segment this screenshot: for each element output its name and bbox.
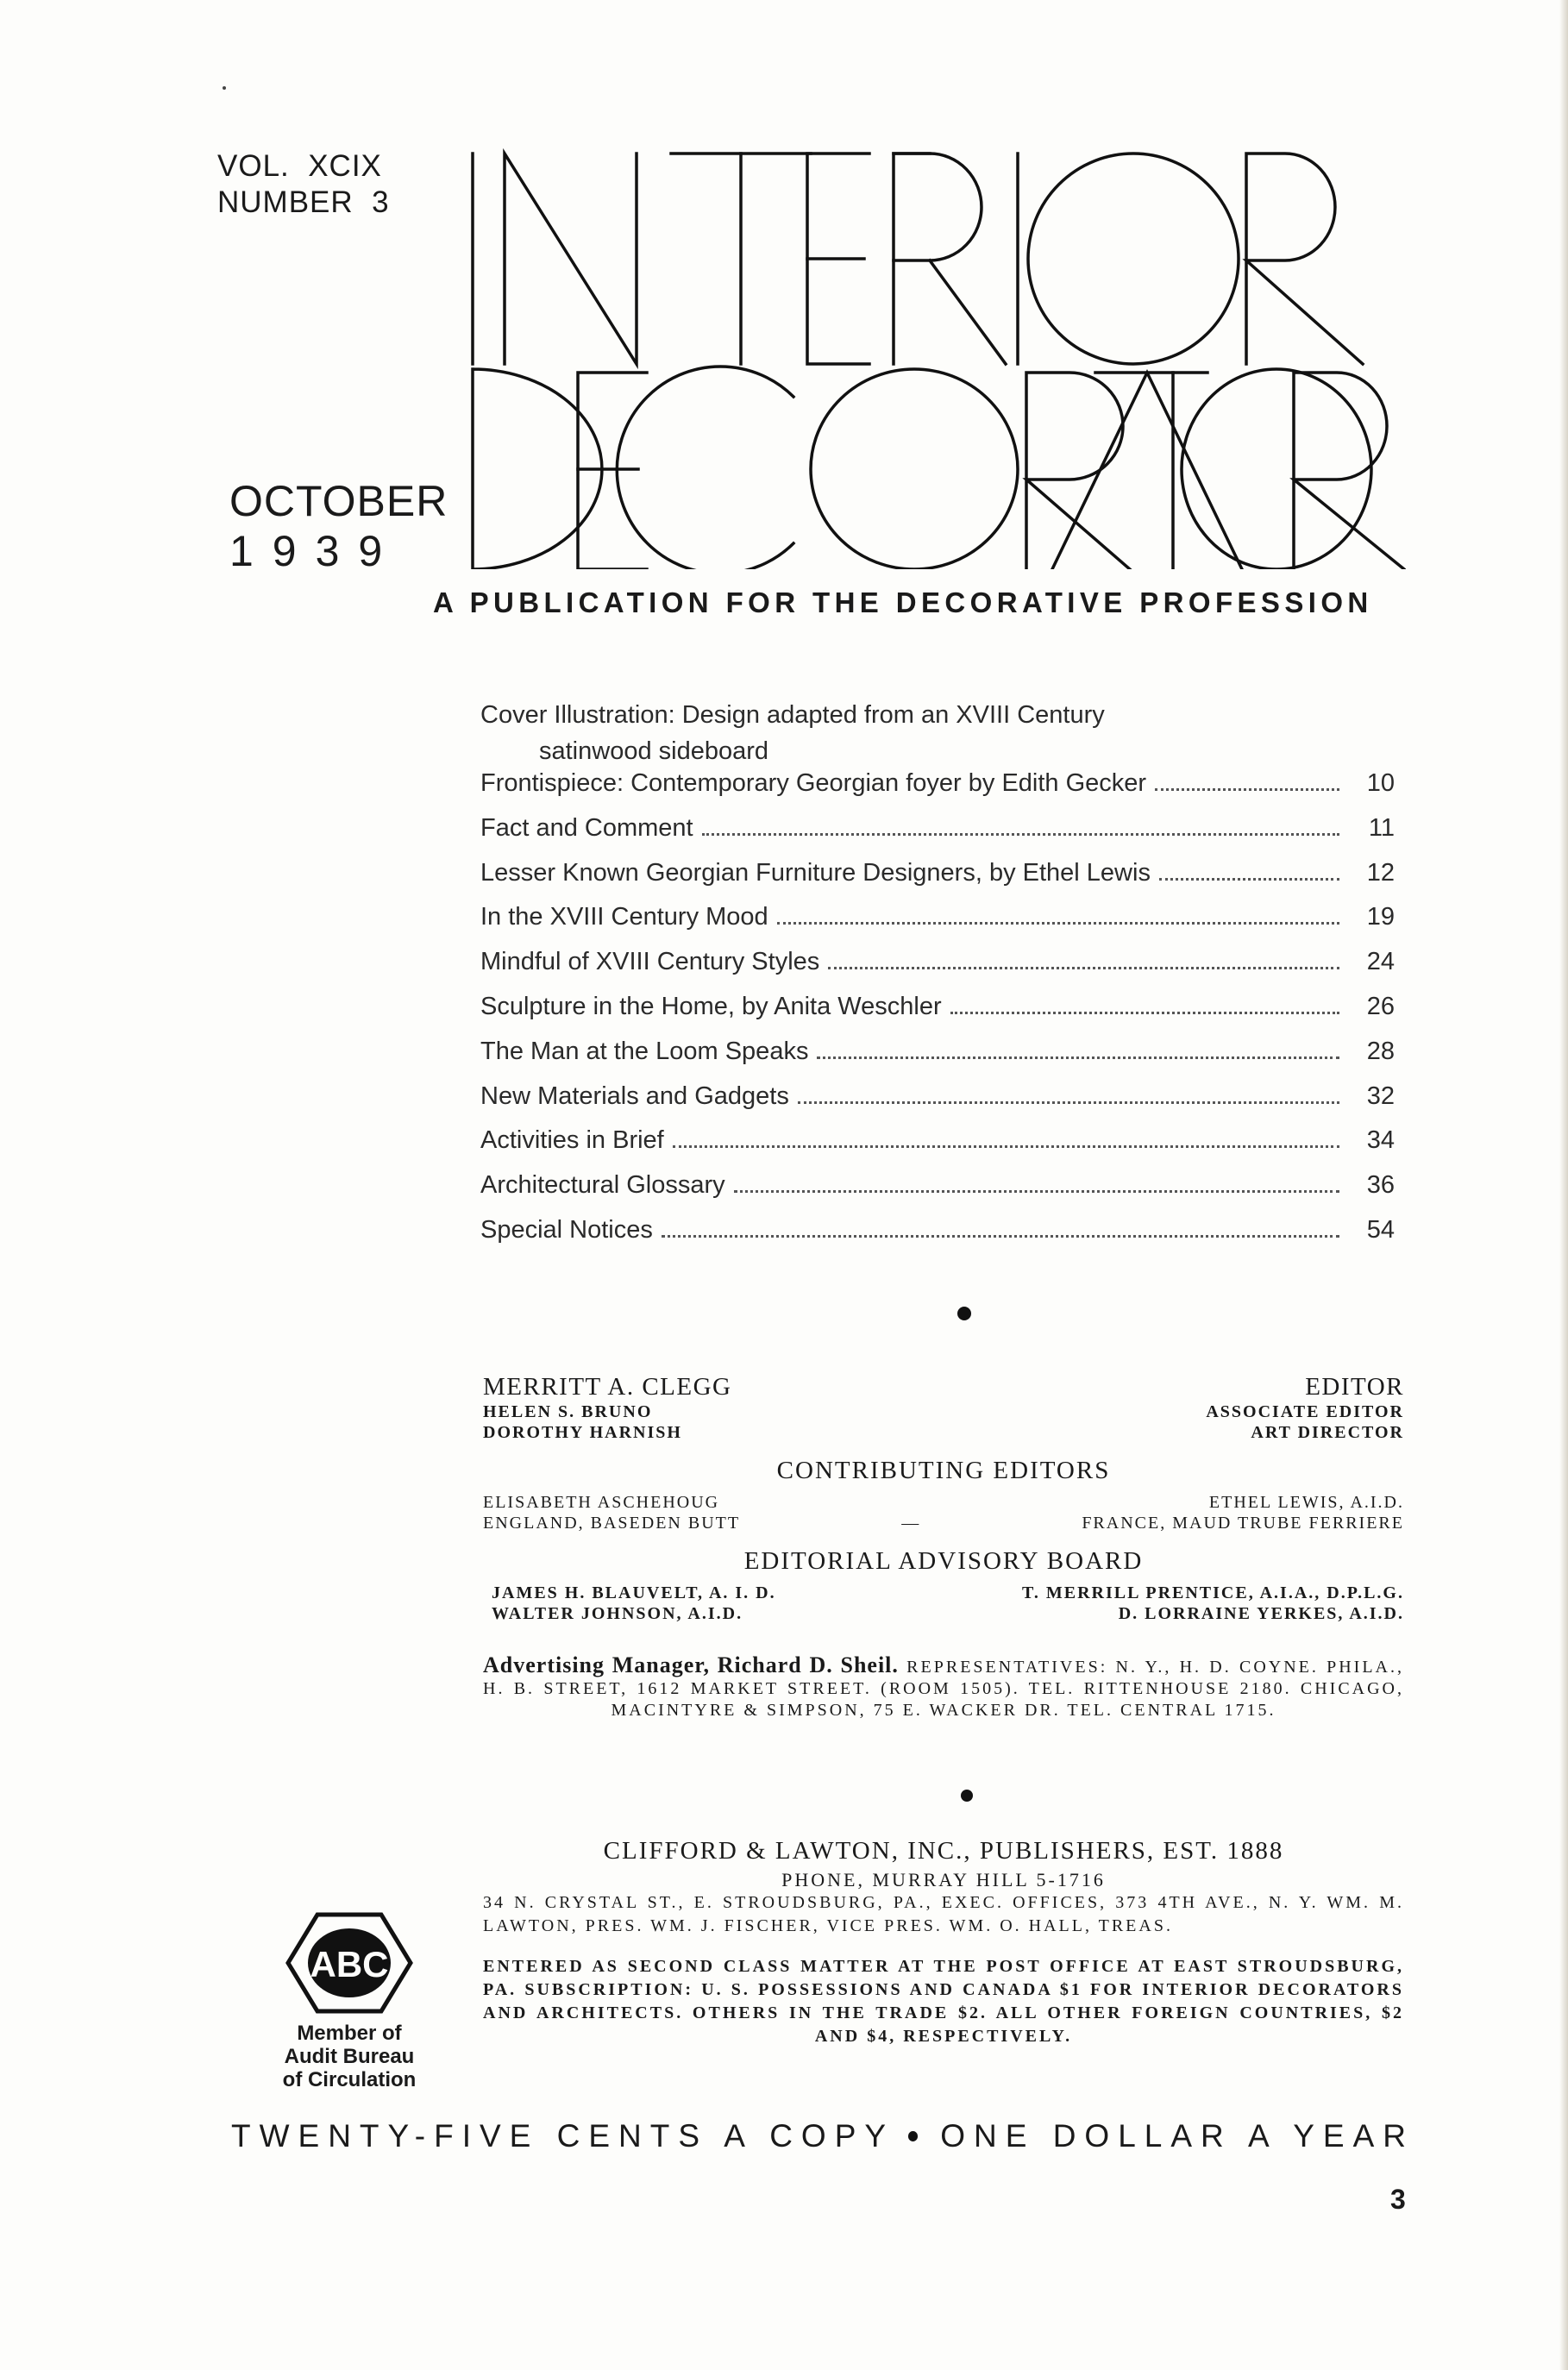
- abc-logo-text: ABC: [310, 1944, 389, 1984]
- advisory-left-1: JAMES H. BLAUVELT, A. I. D.: [492, 1583, 776, 1602]
- toc-entry-title: Sculpture in the Home, by Anita Weschler: [480, 992, 942, 1020]
- toc-entry-page: 24: [1366, 948, 1395, 976]
- page-number: 3: [1390, 2184, 1406, 2215]
- contributing-editors-heading: CONTRIBUTING EDITORS: [776, 1457, 1111, 1484]
- toc-entry-page: 34: [1366, 1126, 1395, 1155]
- contributing-right-1: ETHEL LEWIS, A.I.D.: [1208, 1493, 1404, 1512]
- cover-note-line2: satinwood sideboard: [539, 737, 769, 765]
- advisory-right-2: D. LORRAINE YERKES, A.I.D.: [1118, 1604, 1404, 1623]
- abc-logo-icon: [285, 1911, 414, 2015]
- art-director-row: [483, 1422, 1404, 1443]
- contributing-row-1: [483, 1492, 1404, 1513]
- advisory-right-1: T. MERRILL PRENTICE, A.I.A., D.P.L.G.: [1022, 1583, 1404, 1602]
- toc-entry-title: Lesser Known Georgian Furniture Designers, by Ethel Lewis: [480, 858, 1151, 887]
- masthead-logo: [466, 147, 1406, 569]
- toc-entry-page: 26: [1366, 992, 1395, 1020]
- toc-entry-page: 11: [1368, 813, 1395, 842]
- abc-caption: [259, 2022, 440, 2091]
- toc-entry: [480, 859, 1395, 904]
- associate-editor-row: [483, 1401, 1404, 1422]
- editor-role: EDITOR: [1305, 1373, 1404, 1401]
- toc-entry: [480, 1038, 1395, 1082]
- toc-entry-title: Special Notices: [480, 1215, 653, 1244]
- toc-entry: [480, 1082, 1395, 1127]
- toc-leader-dots: [662, 1235, 1339, 1238]
- contributing-row-2: [483, 1513, 1404, 1533]
- toc-entry-list: [480, 769, 1395, 1261]
- publisher-address: 34 N. CRYSTAL ST., E. STROUDSBURG, PA., EXEC. OFFICES, 373 4TH AVE., N. Y. WM. M. LAWTON, PRES. WM. J. FISCHER, VICE PRES. WM. O. HALL, TREAS.: [483, 1893, 1404, 1935]
- abc-caption-line3: of Circulation: [282, 2068, 417, 2091]
- toc-leader-dots: [798, 1101, 1339, 1104]
- publisher-divider-bullet: [961, 1790, 973, 1802]
- toc-entry-page: 54: [1366, 1215, 1395, 1244]
- toc-entry: [480, 769, 1395, 814]
- contributing-right-2: FRANCE, MAUD TRUBE FERRIERE: [1082, 1514, 1404, 1533]
- toc-entry-page: 19: [1366, 903, 1395, 931]
- price-separator-bullet: [908, 2131, 918, 2141]
- toc-entry-title: Activities in Brief: [480, 1126, 664, 1155]
- toc-entry-page: 12: [1366, 858, 1395, 887]
- masthead-lettering: [466, 147, 1406, 569]
- advertising-representatives: REPRESENTATIVES: N. Y., H. D. COYNE. PHILA., H. B. STREET, 1612 MARKET STREET. (ROOM 1505). TEL. RITTENHOUSE 2180. CHICAGO, MACINTYRE & SIMPSON, 75 E. WACKER DR. TEL. CENTRAL 1715.: [483, 1658, 1405, 1720]
- volume-label: VOL. XCIX: [217, 149, 382, 183]
- advertising-manager: Advertising Manager, Richard D. Sheil.: [483, 1652, 899, 1677]
- advertising-notice: [483, 1654, 1404, 1721]
- price-per-year: ONE DOLLAR A YEAR: [940, 2118, 1414, 2154]
- art-director-role: ART DIRECTOR: [1251, 1423, 1404, 1442]
- paper-speck: [223, 86, 226, 90]
- issue-year: 1939: [229, 527, 402, 575]
- advisory-row-1: [483, 1583, 1404, 1603]
- publisher-block: [483, 1837, 1404, 2048]
- number-label: NUMBER 3: [217, 185, 390, 219]
- toc-entry: [480, 1126, 1395, 1171]
- abc-caption-line2: Audit Bureau: [284, 2045, 415, 2068]
- toc-entry: [480, 814, 1395, 859]
- contributing-dash: —: [901, 1514, 921, 1533]
- advisory-row-2: [483, 1603, 1404, 1624]
- toc-entry-page: 28: [1366, 1037, 1395, 1065]
- advisory-left-2: WALTER JOHNSON, A.I.D.: [492, 1604, 743, 1623]
- toc-leader-dots: [817, 1056, 1339, 1059]
- toc-leader-dots: [777, 922, 1339, 925]
- associate-editor-name: HELEN S. BRUNO: [483, 1402, 653, 1421]
- toc-entry-page: 32: [1366, 1082, 1395, 1110]
- associate-editor-role: ASSOCIATE EDITOR: [1206, 1402, 1404, 1421]
- toc-leader-dots: [702, 833, 1339, 836]
- toc-entry-title: In the XVIII Century Mood: [480, 903, 768, 931]
- toc-entry: [480, 1171, 1395, 1216]
- toc-entry-title: New Materials and Gadgets: [480, 1082, 789, 1110]
- toc-leader-dots: [734, 1190, 1339, 1193]
- abc-membership-block: [259, 1911, 440, 2091]
- toc-entry-title: The Man at the Loom Speaks: [480, 1037, 809, 1065]
- advisory-board-heading: EDITORIAL ADVISORY BOARD: [743, 1547, 1144, 1575]
- mailing-subscription-notice: ENTERED AS SECOND CLASS MATTER AT THE POST OFFICE AT EAST STROUDSBURG, PA. SUBSCRIPTION: U. S. POSSESSIONS AND CANADA $1 FOR INTERIOR DECORATORS AND ARCHITECTS. OTHERS IN THE TRADE $2. ALL OTHER FOREIGN COUNTRIES, $2 AND $4, RESPECTIVELY.: [483, 1957, 1404, 2046]
- toc-entry-title: Mindful of XVIII Century Styles: [480, 948, 820, 976]
- publisher-phone: PHONE, MURRAY HILL 5-1716: [781, 1869, 1106, 1890]
- contributing-left-2: ENGLAND, BASEDEN BUTT: [483, 1514, 741, 1533]
- toc-entry: [480, 993, 1395, 1038]
- art-director-name: DOROTHY HARNISH: [483, 1423, 682, 1442]
- toc-leader-dots: [1159, 878, 1339, 881]
- staff-masthead: [483, 1373, 1404, 1624]
- toc-entry: [480, 903, 1395, 948]
- cover-illustration-note: [480, 697, 1395, 769]
- price-per-copy: TWENTY-FIVE CENTS A COPY: [231, 2118, 895, 2154]
- issue-volume-block: [217, 148, 390, 221]
- toc-entry-title: Fact and Comment: [480, 813, 693, 842]
- masthead-tagline: A PUBLICATION FOR THE DECORATIVE PROFESSION: [433, 586, 1373, 618]
- section-divider-bullet: [957, 1307, 971, 1320]
- toc-entry: [480, 948, 1395, 993]
- toc-leader-dots: [828, 967, 1339, 969]
- issue-date-block: [229, 476, 448, 576]
- editor-name: MERRITT A. CLEGG: [483, 1373, 732, 1401]
- price-footer: [231, 2118, 1414, 2154]
- abc-caption-line1: Member of: [297, 2022, 402, 2045]
- toc-entry-page: 36: [1366, 1171, 1395, 1200]
- toc-leader-dots: [673, 1145, 1339, 1148]
- toc-leader-dots: [950, 1012, 1339, 1014]
- toc-leader-dots: [1155, 788, 1339, 791]
- toc-entry: [480, 1216, 1395, 1261]
- toc-entry-page: 10: [1366, 769, 1395, 797]
- contributing-left-1: ELISABETH ASCHEHOUG: [483, 1493, 720, 1512]
- cover-note-line1: Cover Illustration: Design adapted from an XVIII Century: [480, 701, 1105, 729]
- toc-entry-title: Architectural Glossary: [480, 1171, 725, 1200]
- toc-entry-title: Frontispiece: Contemporary Georgian foyer by Edith Gecker: [480, 769, 1147, 797]
- page-edge-shadow: [1559, 0, 1568, 2370]
- editor-row: [483, 1373, 1404, 1401]
- table-of-contents: [480, 697, 1395, 1261]
- publisher-name: CLIFFORD & LAWTON, INC., PUBLISHERS, EST. 1888: [603, 1837, 1284, 1865]
- issue-month: OCTOBER: [229, 477, 448, 525]
